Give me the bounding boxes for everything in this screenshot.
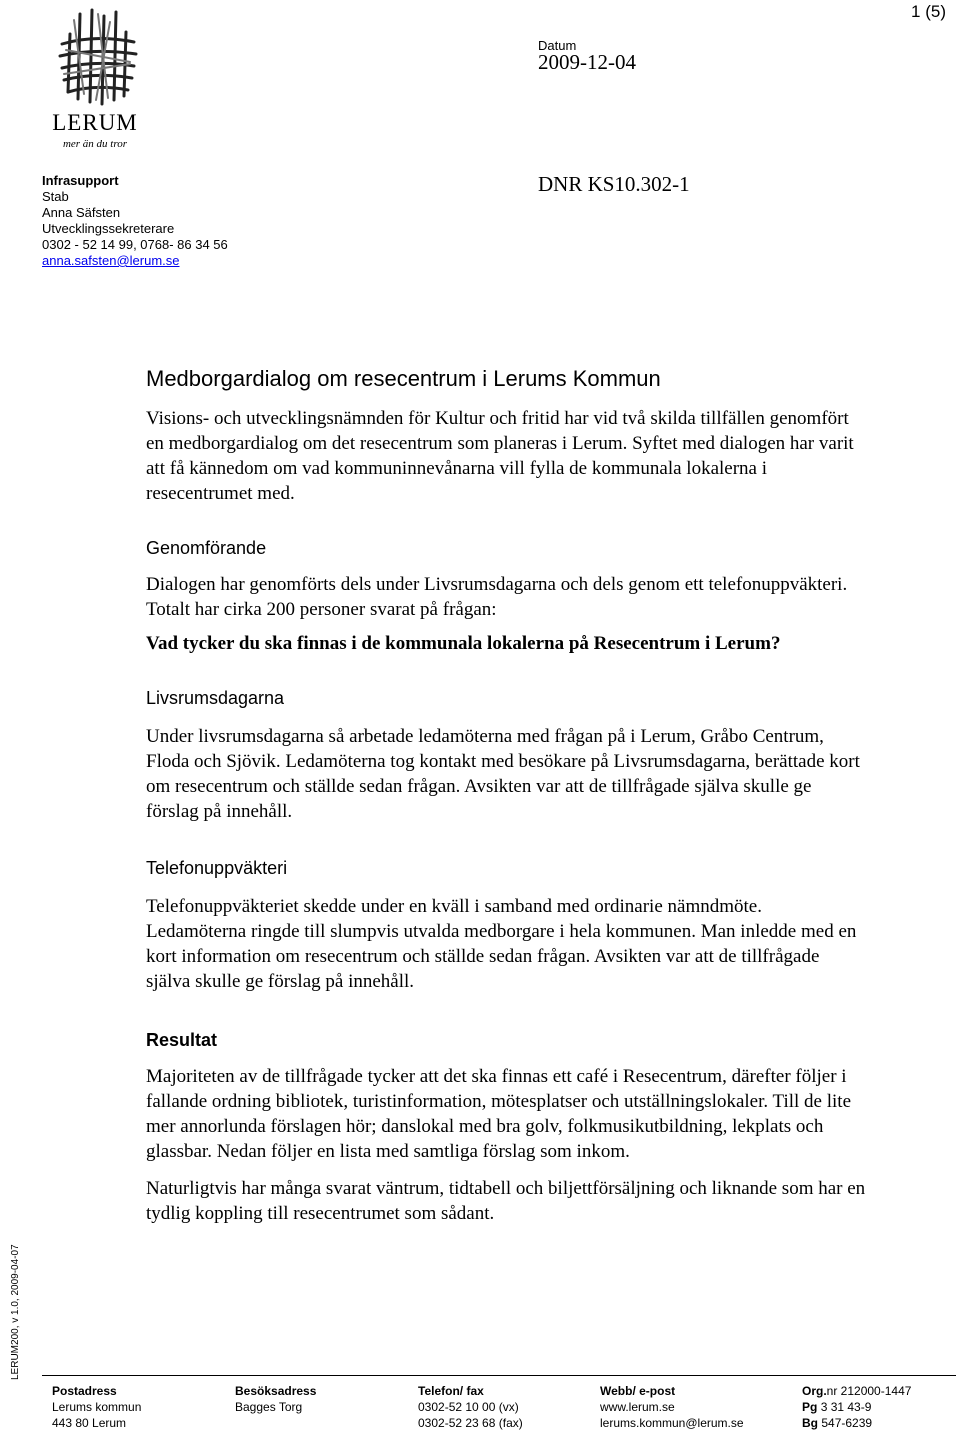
sender-email-link[interactable]: anna.safsten@lerum.se [42, 253, 180, 268]
sender-phone: 0302 - 52 14 99, 0768- 86 34 56 [42, 237, 228, 252]
svg-text:LERUM: LERUM [52, 110, 138, 135]
date-label: Datum [538, 38, 577, 53]
heading-genomforande: Genomförande [146, 538, 267, 558]
document-body [146, 362, 866, 1226]
svg-text:mer än du tror: mer än du tror [62, 138, 128, 150]
footer-postadress [52, 1383, 141, 1431]
footer-line: 443 80 Lerum [52, 1416, 127, 1430]
heading-livsrumsdagarna: Livsrumsdagarna [146, 688, 285, 708]
genomforande-paragraph: Dialogen har genomförts dels under Livsrumsdagarna och dels genom ett telefonuppväkteri. Totalt har cirka 200 personer svarat på frågan: [146, 574, 848, 620]
unit: Stab [42, 189, 69, 204]
footer-besoksadress [235, 1383, 316, 1415]
heading-telefonuppvakteri: Telefonuppväkteri [146, 858, 288, 878]
lerum-logo [40, 4, 150, 154]
footer-email-link[interactable]: lerums.kommun@lerum.se [600, 1416, 744, 1430]
footer-website-link[interactable]: www.lerum.se [600, 1400, 675, 1414]
footer-divider [42, 1375, 956, 1376]
footer-pg-line: Pg 3 31 43-9 [802, 1400, 872, 1414]
telefonuppvakteri-paragraph: Telefonuppväkteriet skedde under en kväll i samband med ordinarie nämndmöte. Ledamöterna ringde till slumpvis utvalda medborgare i hela kommunen. Man inledde med en kort information om resecentrum och ställde sedan frågan. Avsikten var att de tillfrågade själva skulle ge förslag på innehåll. [146, 896, 857, 992]
page-number: 1 (5) [911, 2, 946, 21]
document-title: Medborgardialog om resecentrum i Lerums Kommun [146, 366, 661, 391]
heading-resultat: Resultat [146, 1030, 218, 1050]
footer-heading: Webb/ e-post [600, 1384, 676, 1398]
lerum-emblem-icon [40, 4, 150, 154]
form-version-label: LERUM200, v 1.0, 2009-04-07 [10, 1244, 21, 1380]
footer-org-line: Org.nr 212000-1447 [802, 1384, 912, 1398]
livsrumsdagarna-paragraph: Under livsrumsdagarna så arbetade ledamöterna med frågan på i Lerum, Gråbo Centrum, Floda och Sjövik. Ledamöterna tog kontakt med besökare på Livsrumsdagarna, berättade kort om resecentrum och ställde sedan frågan. Avsikten var att de tillfrågade själva skulle ge förslag på innehåll. [146, 726, 860, 822]
sender-block [42, 173, 228, 269]
sender-name: Anna Säfsten [42, 205, 121, 220]
department: Infrasupport [42, 173, 119, 188]
footer-line: Lerums kommun [52, 1400, 142, 1414]
footer-line: Bagges Torg [235, 1400, 303, 1414]
footer-line: 0302-52 10 00 (vx) [418, 1400, 519, 1414]
intro-paragraph: Visions- och utvecklingsnämnden för Kultur och fritid har vid två skilda tillfällen genomfört en medborgardialog om det resecentrum som planeras i Lerum. Syftet med dialogen har varit att få kännedom om vad kommuninnevånarna vill fylla de kommunala lokalerna i resecentrumet med. [146, 408, 854, 504]
survey-question: Vad tycker du ska finnas i de kommunala lokalerna på Resecentrum i Lerum? [146, 633, 781, 654]
footer-heading: Postadress [52, 1384, 117, 1398]
footer-webb [600, 1383, 744, 1431]
resultat-paragraph-2: Naturligtvis har många svarat väntrum, tidtabell och biljettförsäljning och liknande som har en tydlig koppling till resecentrumet som sådant. [146, 1178, 866, 1224]
sender-role: Utvecklingssekreterare [42, 221, 175, 236]
footer-line: 0302-52 23 68 (fax) [418, 1416, 523, 1430]
footer-bg-line: Bg 547-6239 [802, 1416, 873, 1430]
footer-heading: Telefon/ fax [418, 1384, 484, 1398]
date-value: 2009-12-04 [538, 50, 636, 74]
dnr-number: DNR KS10.302-1 [538, 172, 690, 196]
footer-org [802, 1383, 911, 1431]
resultat-paragraph-1: Majoriteten av de tillfrågade tycker att det ska finnas ett café i Resecentrum, därefter följer i fallande ordning bibliotek, turistinformation, mötesplatser och utställningslokaler. Till de lite mer annorlunda förslagen hör; danslokal med bra golv, folkmusikutbildning, lekplats och glassbar. Nedan följer en lista med samtliga förslag som inkom. [146, 1066, 852, 1162]
footer-heading: Besöksadress [235, 1384, 317, 1398]
footer-telefon [418, 1383, 523, 1431]
